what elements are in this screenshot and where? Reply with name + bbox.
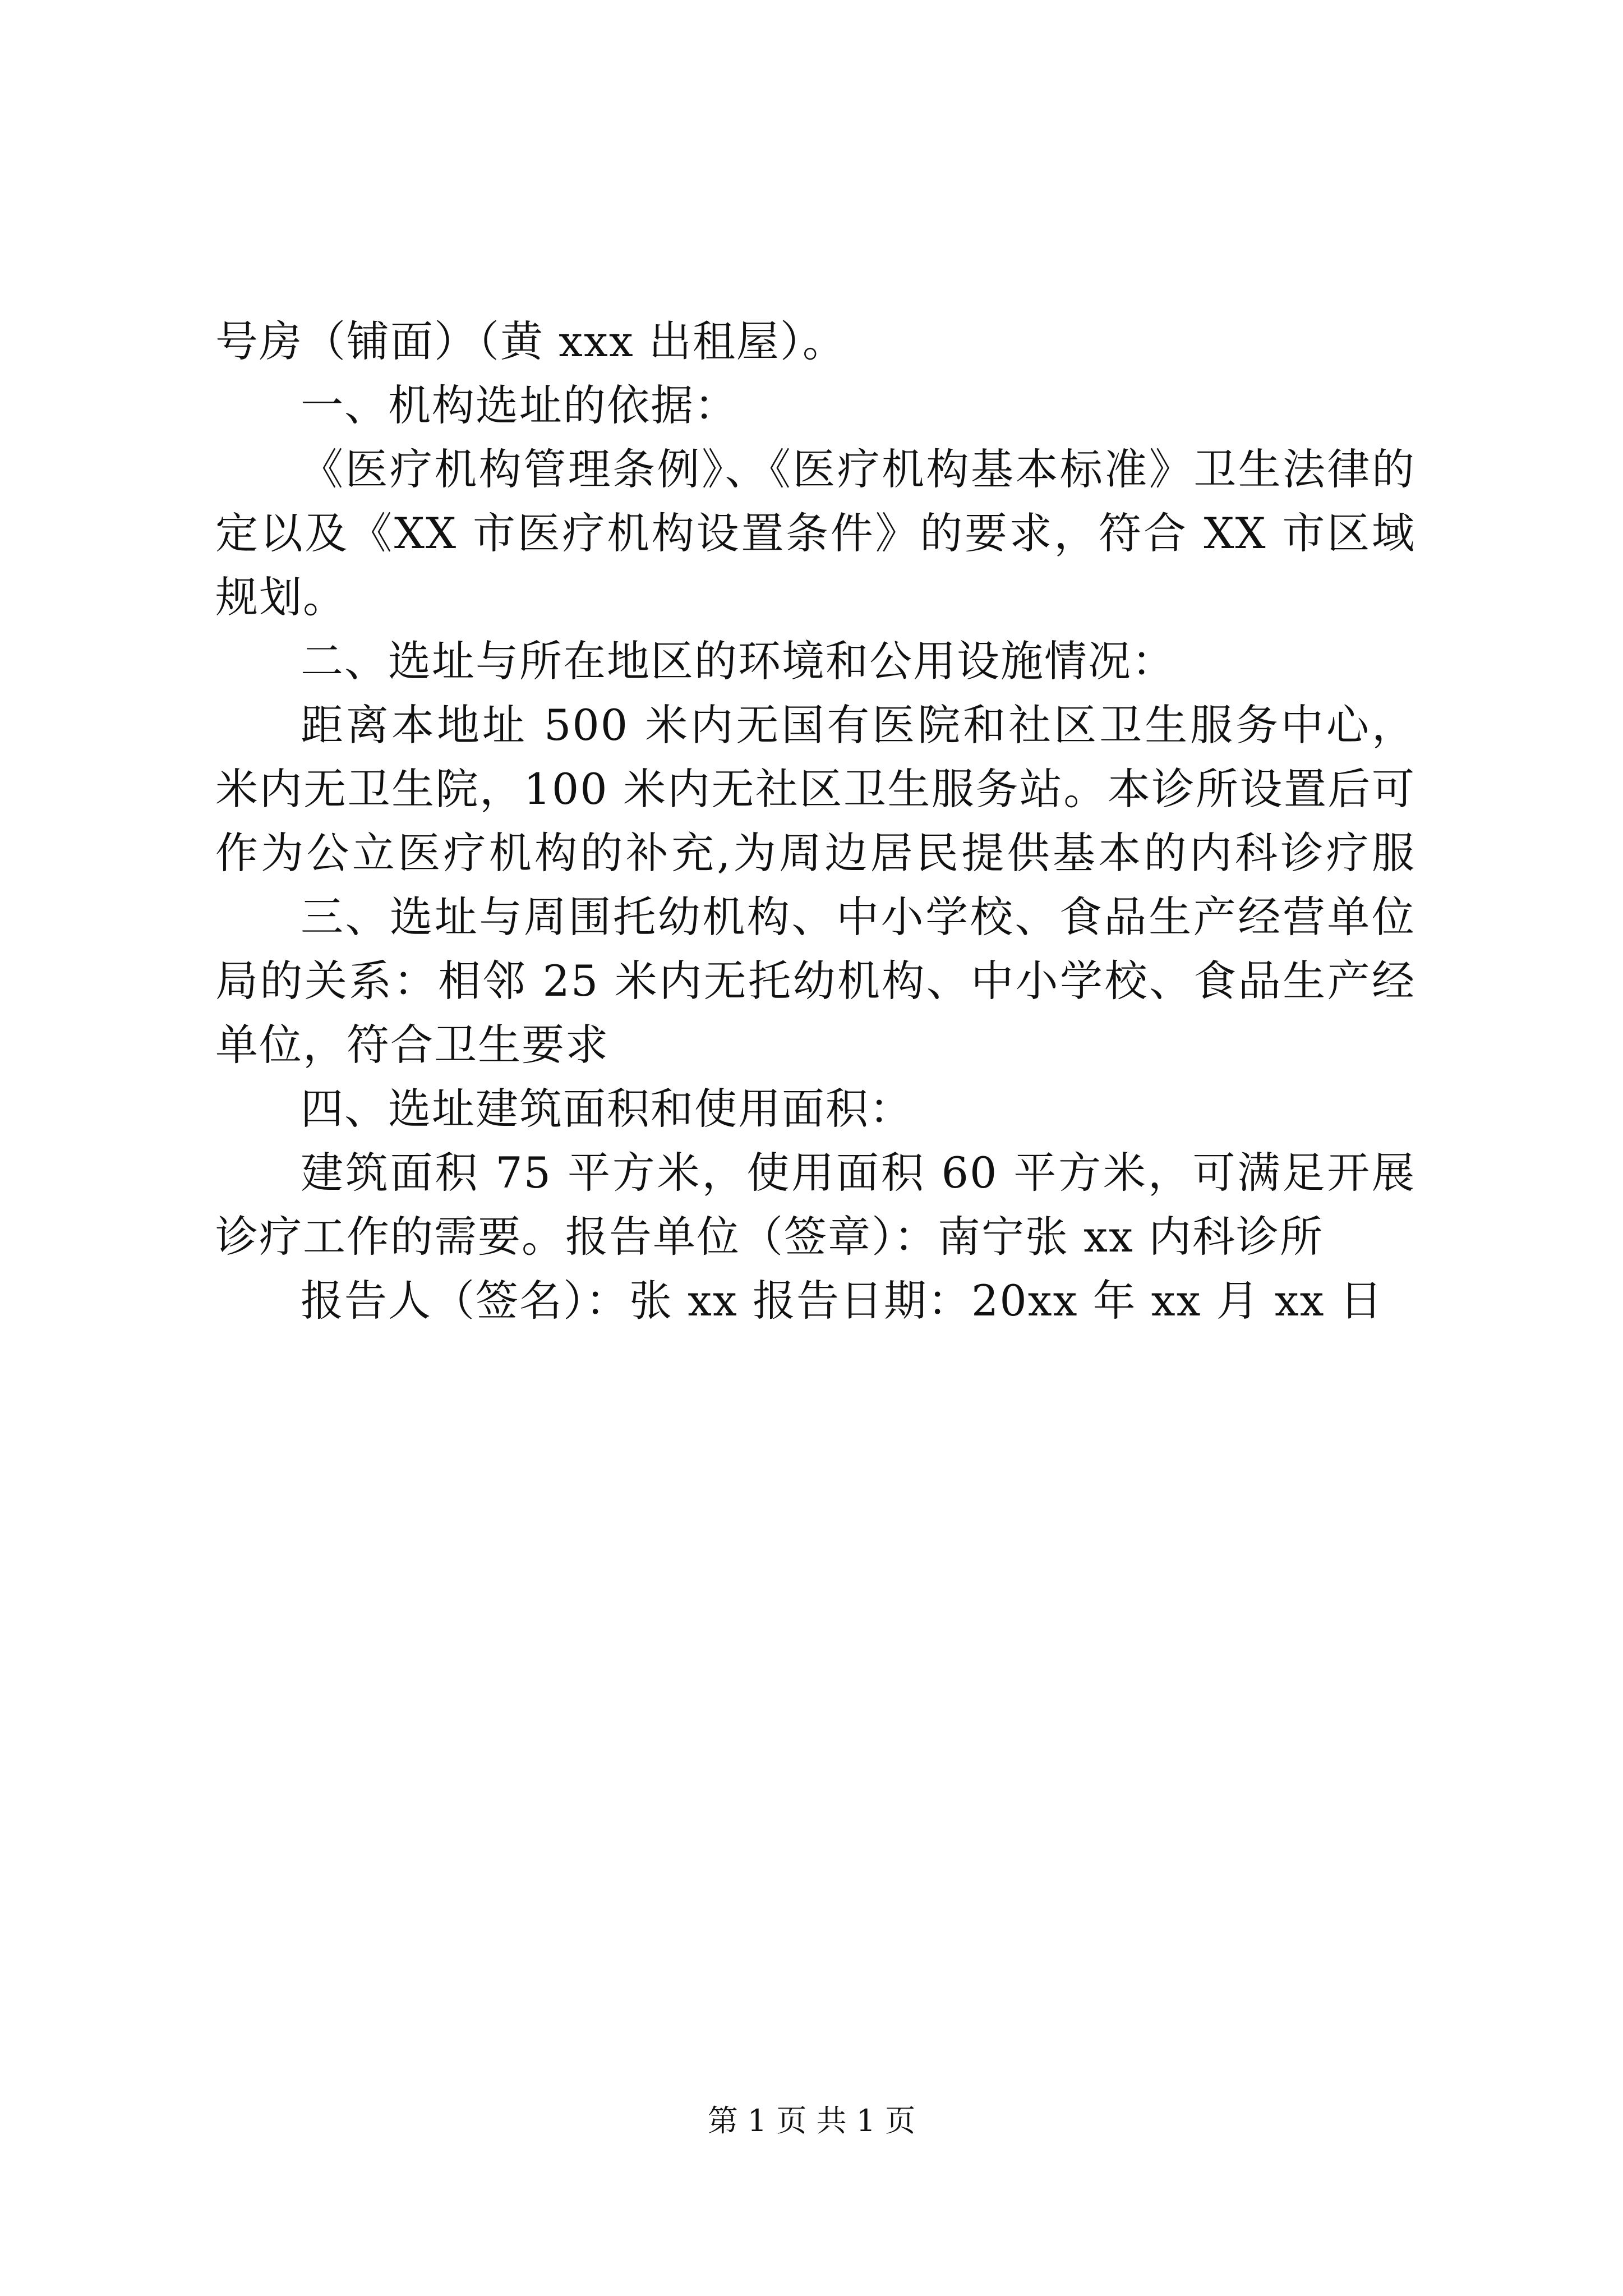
section-heading-2: 二、选址与所在地区的环境和公用设施情况： [301,636,1175,686]
text-line: 诊疗工作的需要。报告单位（签章）：南宁张 xx 内科诊所 [215,1212,1324,1262]
text-line: 《医疗机构管理条例》、《医疗机构基本标准》卫生法律的 [301,444,1415,494]
text-line: 局的关系：相邻 25 米内无托幼机构、中小学校、食品生产经 [215,956,1415,1006]
section-heading-1: 一、机构选址的依据： [301,380,738,430]
section-heading-4: 四、选址建筑面积和使用面积： [301,1084,913,1134]
text-line: 距离本地址 500 米内无国有医院和社区卫生服务中心， [301,700,1415,750]
text-line: 作为公立医疗机构的补充,为周边居民提供基本的内科诊疗服 [215,828,1415,878]
text-line: 规划。 [215,572,347,622]
text-line: 建筑面积 75 平方米，使用面积 60 平方米，可满足开展 [301,1148,1415,1198]
text-line: 号房（铺面）（黄 xxx 出租屋）。 [215,316,846,366]
text-line: 米内无卫生院，100 米内无社区卫生服务站。本诊所设置后可 [215,764,1415,814]
text-line: 报告人（签名）：张 xx 报告日期：20xx 年 xx 月 xx 日 [301,1276,1384,1326]
document-body [215,310,1415,1333]
text-line: 定以及《XX 市医疗机构设置条件》的要求，符合 XX 市区域 [215,508,1415,558]
section-heading-3: 三、选址与周围托幼机构、中小学校、食品生产经营单位 [301,892,1415,942]
text-line: 单位，符合卫生要求 [215,1020,609,1070]
page-number-footer: 第 1 页 共 1 页 [707,2103,916,2138]
